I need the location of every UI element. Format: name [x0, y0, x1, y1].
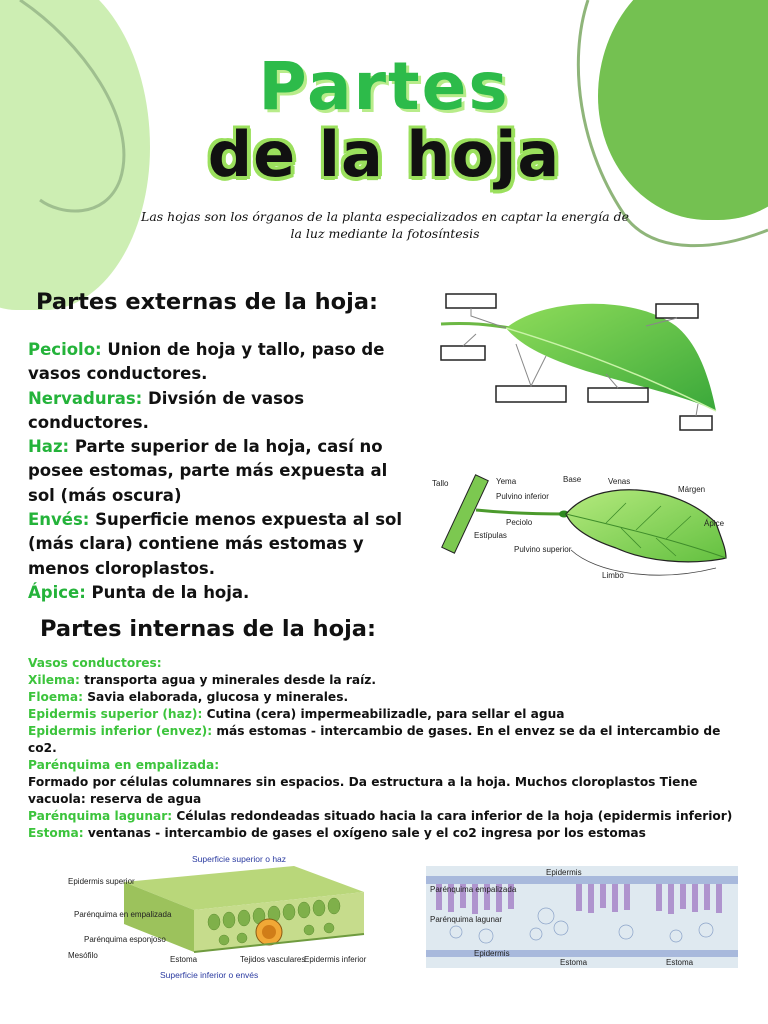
item-text: Cutina (cera) impermeabilizadle, para sellar el agua [202, 707, 565, 721]
item-text: Superficie menos expuesta al sol (más clara) contiene más estomas y menos cloroplastos. [28, 510, 403, 578]
external-item [28, 435, 416, 508]
label-micro-epidermis-top: Epidermis [546, 868, 582, 877]
label-pulvino-inferior: Pulvino inferior [496, 492, 549, 501]
item-text: Savia elaborada, glucosa y minerales. [82, 690, 349, 704]
item-key: Envés: [28, 510, 90, 530]
external-item [28, 338, 416, 387]
label-micro-estoma-1: Estoma [560, 958, 588, 967]
label-superficie-superior: Superficie superior o haz [192, 854, 287, 864]
label-micro-parenquima-lagunar: Parénquima lagunar [430, 915, 503, 924]
item-key: Haz: [28, 437, 70, 457]
item-key: Parénquima en empalizada: [28, 758, 220, 772]
label-apice: Ápice [704, 519, 725, 528]
leaf-cross-section-diagram [64, 852, 384, 982]
label-mesofilo: Mesófilo [68, 951, 98, 960]
item-key: Vasos conductores: [28, 656, 162, 670]
item-key: Epidermis superior (haz): [28, 707, 203, 721]
leaf-blank-labels-diagram [436, 286, 726, 436]
internal-heading: Partes internas de la hoja: [40, 616, 376, 642]
leaf-labelled-diagram [426, 468, 746, 593]
external-item [28, 581, 416, 605]
label-epidermis-superior: Epidermis superior [68, 877, 135, 886]
item-text: Células redondeadas situado hacia la cara inferior de la hoja (epidermis inferior) [172, 809, 733, 823]
item-text: transporta agua y minerales desde la raíz. [79, 673, 376, 687]
external-item [28, 508, 416, 581]
label-peciolo: Peciolo [506, 518, 533, 527]
internal-list [28, 655, 748, 842]
internal-item [28, 825, 748, 842]
item-text: Punta de la hoja. [85, 582, 250, 602]
internal-item [28, 706, 748, 723]
label-pulvino-superior: Pulvino superior [514, 545, 572, 554]
item-text: Parte superior de la hoja, casí no posee estomas, parte más expuesta al sol (más oscura) [28, 437, 388, 505]
label-superficie-inferior: Superficie inferior o envés [160, 970, 259, 980]
internal-item [28, 808, 748, 825]
item-text: más estomas - intercambio de gases. En el envez se da el intercambio de co2. [28, 724, 721, 755]
internal-item [28, 689, 748, 706]
label-margen: Márgen [678, 485, 706, 494]
label-micro-parenquima-empalizada: Parénquima empalizada [430, 885, 517, 894]
item-key: Estoma: [28, 826, 84, 840]
label-parenquima-esponjoso: Parénquima esponjoso [84, 935, 166, 944]
item-text: Union de hoja y tallo, paso de vasos conductores. [28, 340, 385, 384]
label-venas: Venas [608, 477, 631, 486]
microscope-section-image [426, 866, 738, 968]
external-item [28, 387, 416, 436]
title-line2: de la hoja [207, 118, 561, 191]
item-key: Parénquima lagunar: [28, 809, 173, 823]
internal-item [28, 723, 748, 757]
label-tejidos-vasculares: Tejidos vasculares [240, 955, 306, 964]
label-base: Base [563, 475, 582, 484]
item-key: Nervaduras: [28, 388, 143, 408]
item-key: Floema: [28, 690, 83, 704]
internal-item [28, 774, 748, 808]
item-key: Epidermis inferior (envez): [28, 724, 213, 738]
label-micro-epidermis-bottom: Epidermis [474, 949, 510, 958]
item-text: Divsión de vasos conductores. [28, 388, 305, 432]
subtitle: Las hojas son los órganos de la planta especializados en captar la energía de la luz mediante la fotosíntesis [141, 209, 629, 241]
label-epidermis-inferior: Epidermis inferior [304, 955, 367, 964]
item-key: Ápice: [28, 582, 86, 602]
internal-item [28, 672, 748, 689]
title-line1: Partes [258, 48, 510, 125]
item-key: Xilema: [28, 673, 80, 687]
external-heading: Partes externas de la hoja: [36, 289, 379, 315]
internal-item [28, 757, 748, 774]
label-yema: Yema [496, 477, 517, 486]
label-tallo: Tallo [432, 479, 449, 488]
label-limbo: Limbo [602, 571, 624, 580]
label-estipulas: Estípulas [474, 531, 507, 540]
item-text: ventanas - intercambio de gases el oxígeno sale y el co2 ingresa por los estomas [83, 826, 646, 840]
internal-item [28, 655, 748, 672]
item-text: Formado por células columnares sin espacios. Da estructura a la hoja. Muchos cloroplastos Tiene vacuola: reserva de agua [28, 775, 698, 806]
label-estoma: Estoma [170, 955, 198, 964]
item-key: Peciolo: [28, 340, 102, 359]
label-micro-estoma-2: Estoma [666, 958, 694, 967]
external-list [28, 338, 416, 605]
label-parenquima-empalizada: Parénquima en empalizada [74, 910, 172, 919]
